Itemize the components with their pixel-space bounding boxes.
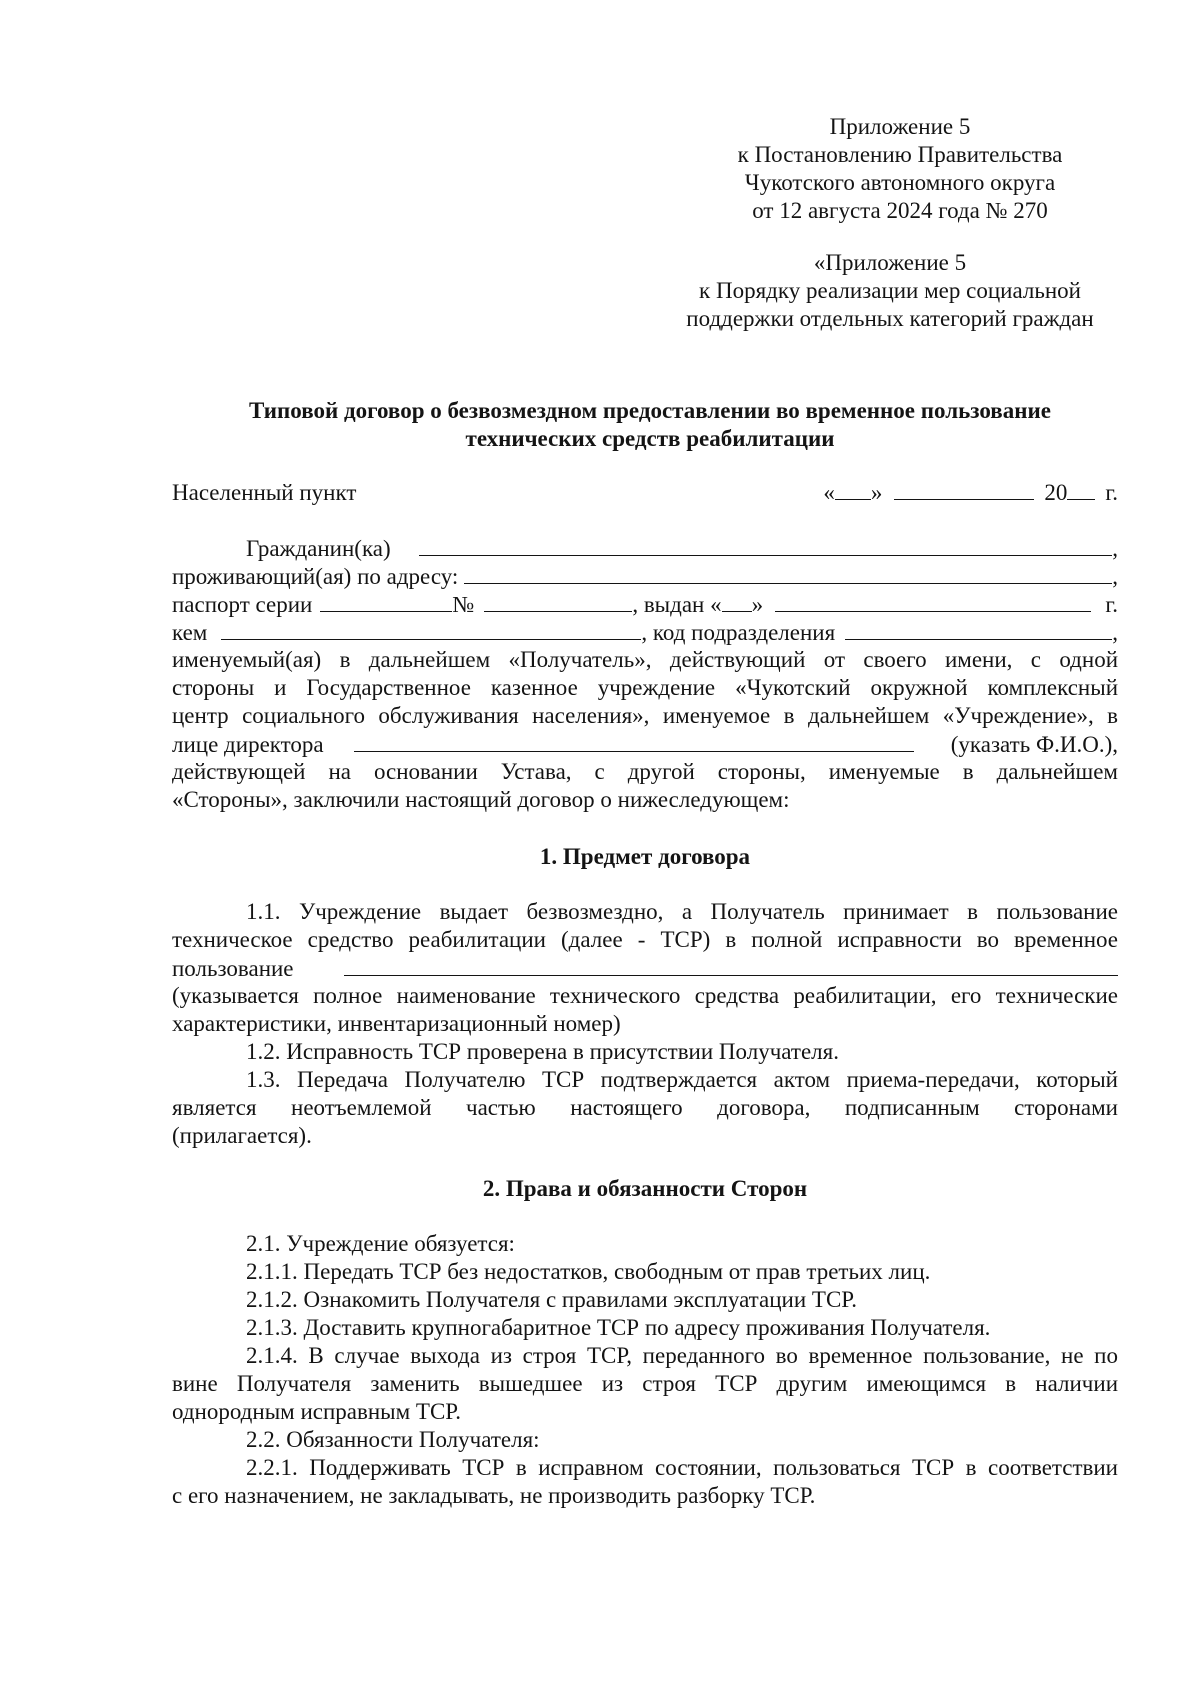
section-2-item: 2.1.3. Доставить крупногабаритное ТСР по адресу проживания Получателя. — [246, 1315, 991, 1340]
passport-number-blank[interactable] — [484, 590, 632, 612]
inner-appendix-line: поддержки отдельных категорий граждан — [686, 306, 1094, 331]
parties-text-line: стороны и Государственное казенное учреждение «Чукотский окружной комплексный — [172, 675, 1118, 700]
title-line-1: Типовой договор о безвозмездном предоставлении во временное пользование — [249, 398, 1051, 423]
section-2-body — [172, 1230, 1118, 1510]
date-month-blank[interactable] — [894, 478, 1034, 500]
section-1-item: 1.2. Исправность ТСР проверена в присутствии Получателя. — [246, 1039, 839, 1064]
section-1-text-line: (прилагается). — [172, 1123, 312, 1148]
citizen-name-blank[interactable] — [419, 534, 1113, 556]
address-label: проживающий(ая) по адресу: — [172, 564, 459, 589]
parties-text-line: действующей на основании Устава, с другой стороны, именуемые в дальнейшем — [172, 759, 1118, 784]
parties-text-line: центр социального обслуживания населения», именуемое в дальнейшем «Учреждение», в — [172, 703, 1118, 728]
division-code-blank[interactable] — [845, 618, 1112, 640]
document-title — [172, 397, 1128, 453]
passport-series-label: паспорт серии — [172, 592, 313, 617]
number-label: № — [452, 592, 475, 617]
title-line-2: технических средств реабилитации — [465, 426, 835, 451]
place-date-row — [172, 478, 1118, 506]
comma: , — [1112, 564, 1118, 589]
inner-appendix-line: к Порядку реализации мер социальной — [699, 278, 1081, 303]
appendix-header — [700, 113, 1100, 225]
by-whom-label: кем — [172, 620, 208, 645]
section-2-text-line: вине Получателя заменить вышедшее из строя ТСР другим имеющимся в наличии — [172, 1371, 1118, 1396]
comma: , — [1112, 620, 1118, 645]
date-year-suffix: г. — [1105, 480, 1118, 505]
section-2-item: 2.1.2. Ознакомить Получателя с правилами эксплуатации ТСР. — [246, 1287, 857, 1312]
place-label: Населенный пункт — [172, 480, 357, 505]
comma: , — [1112, 536, 1118, 561]
section-2-text-line: однородным исправным ТСР. — [172, 1399, 461, 1424]
passport-series-blank[interactable] — [320, 590, 452, 612]
inner-appendix-header — [660, 249, 1120, 333]
citizen-label: Гражданин(ка) — [246, 536, 391, 561]
appendix-line: Чукотского автономного округа — [744, 170, 1056, 195]
appendix-line: к Постановлению Правительства — [737, 142, 1063, 167]
date-open-quote: « — [823, 480, 835, 505]
section-1-body — [172, 898, 1118, 1150]
division-code-label: , код подразделения — [641, 620, 836, 645]
parties-block — [172, 534, 1118, 814]
section-1-note-line: характеристики, инвентаризационный номер) — [172, 1011, 621, 1036]
director-label: лице директора — [172, 732, 324, 757]
tsr-name-blank[interactable] — [344, 954, 1118, 976]
issued-day-blank[interactable] — [722, 590, 752, 612]
section-2-item: 2.1. Учреждение обязуется: — [246, 1231, 515, 1256]
issued-label: , выдан « — [632, 592, 722, 617]
section-1-note-line: (указывается полное наименование технического средства реабилитации, его технические — [172, 983, 1118, 1008]
section-2-heading: 2. Права и обязанности Сторон — [482, 1176, 808, 1201]
parties-text-line: «Стороны», заключили настоящий договор о нижеследующем: — [172, 787, 790, 812]
appendix-line: Приложение 5 — [829, 114, 971, 139]
section-2-item: 2.1.1. Передать ТСР без недостатков, свободным от прав третьих лиц. — [246, 1259, 931, 1284]
issued-close-quote: » — [751, 592, 764, 617]
section-1-text-line: является неотъемлемой частью настоящего договора, подписанным сторонами — [172, 1095, 1118, 1120]
parties-text-line: именуемый(ая) в дальнейшем «Получатель», действующий от своего имени, с одной — [172, 647, 1118, 672]
section-1-text-line: техническое средство реабилитации (далее - ТСР) в полной исправности во временное — [172, 927, 1118, 952]
section-1-text-line: 1.3. Передача Получателю ТСР подтверждается актом приема-передачи, который — [246, 1067, 1118, 1092]
usage-label: пользование — [172, 956, 294, 981]
inner-appendix-line: «Приложение 5 — [813, 250, 967, 275]
section-2-text-line: с его назначением, не закладывать, не производить разборку ТСР. — [172, 1483, 816, 1508]
issued-month-blank[interactable] — [775, 590, 1091, 612]
section-2-text-line: 2.1.4. В случае выхода из строя ТСР, переданного во временное пользование, не по — [246, 1343, 1118, 1368]
appendix-line: от 12 августа 2024 года № 270 — [752, 198, 1048, 223]
director-name-blank[interactable] — [354, 730, 914, 752]
issued-year-suffix: г. — [1105, 592, 1118, 617]
date-day-blank[interactable] — [835, 478, 871, 500]
director-hint: (указать Ф.И.О.), — [950, 732, 1118, 757]
date-close-quote: » — [870, 480, 883, 505]
address-blank[interactable] — [464, 562, 1112, 584]
issued-by-blank[interactable] — [221, 618, 641, 640]
section-2-text-line: 2.2.1. Поддерживать ТСР в исправном состоянии, пользоваться ТСР в соответствии — [246, 1455, 1118, 1480]
date-year-prefix: 20 — [1044, 480, 1068, 505]
section-1-text-line: 1.1. Учреждение выдает безвозмездно, а Получатель принимает в пользование — [246, 899, 1118, 924]
section-2-item: 2.2. Обязанности Получателя: — [246, 1427, 540, 1452]
date-year-blank[interactable] — [1067, 478, 1095, 500]
section-1-heading: 1. Предмет договора — [539, 844, 751, 869]
